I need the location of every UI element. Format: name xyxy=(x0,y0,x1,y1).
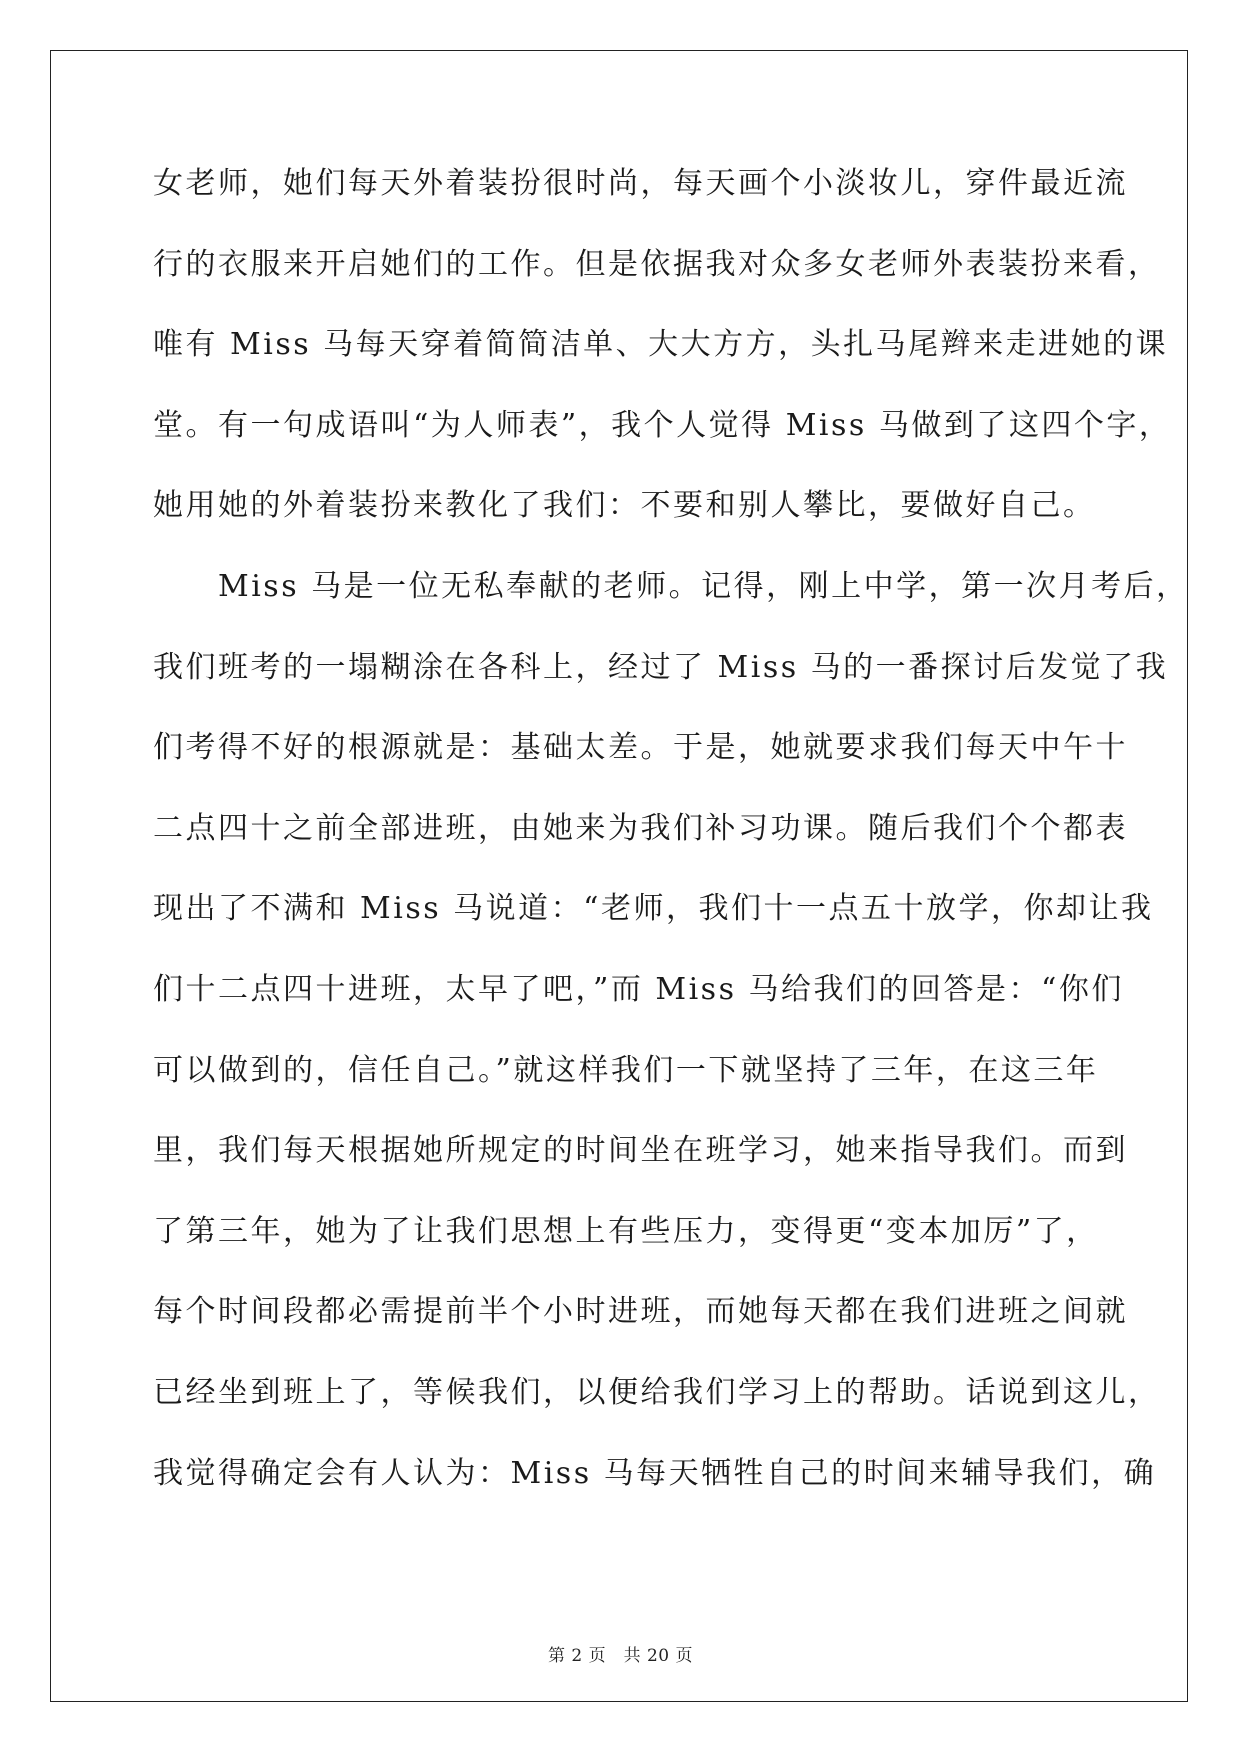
text-line: 行的衣服来开启她们的工作。但是依据我对众多女老师外表装扮来看， xyxy=(153,246,1161,282)
text-line: 女老师，她们每天外着装扮很时尚，每天画个小淡妆儿，穿件最近流 xyxy=(153,166,1128,201)
text-line: 每个时间段都必需提前半个小时进班，而她每天都在我们进班之间就 xyxy=(153,1294,1128,1330)
text-line: 可以做到的，信任自己。”就这样我们一下就坚持了三年，在这三年 xyxy=(153,1052,1099,1088)
text-line: 我们班考的一塌糊涂在各科上，经过了 Miss 马的一番探讨后发觉了我 xyxy=(153,649,1169,685)
text-line: 现出了不满和 Miss 马说道：“老师，我们十一点五十放学，你却让我 xyxy=(153,891,1154,927)
text-line: 了第三年，她为了让我们思想上有些压力，变得更“变本加厉”了， xyxy=(153,1213,1099,1249)
text-line: 唯有 Miss 马每天穿着简简洁单、大大方方，头扎马尾辫来走进她的课 xyxy=(153,327,1169,363)
text-line: 已经坐到班上了，等候我们，以便给我们学习上的帮助。话说到这儿， xyxy=(153,1374,1161,1410)
document-body xyxy=(153,162,1189,1532)
text-line: 二点四十之前全部进班，由她来为我们补习功课。随后我们个个都表 xyxy=(153,810,1128,846)
text-line: 们考得不好的根源就是：基础太差。于是，她就要求我们每天中午十 xyxy=(153,730,1128,766)
page-number-footer: 第 2 页 共 20 页 xyxy=(547,1646,694,1666)
text-line: 她用她的外着装扮来教化了我们：不要和别人攀比，要做好自己。 xyxy=(153,488,1096,524)
text-line: 里，我们每天根据她所规定的时间坐在班学习，她来指导我们。而到 xyxy=(153,1133,1128,1169)
text-line: 堂。有一句成语叫“为人师表”，我个人觉得 Miss 马做到了这四个字， xyxy=(153,407,1172,443)
text-line: 们十二点四十进班，太早了吧，”而 Miss 马给我们的回答是：“你们 xyxy=(153,971,1124,1007)
text-line: 我觉得确定会有人认为：Miss 马每天牺牲自己的时间来辅导我们，确 xyxy=(153,1455,1157,1491)
text-line: Miss 马是一位无私奉献的老师。记得，刚上中学，第一次月考后， xyxy=(153,568,1189,604)
